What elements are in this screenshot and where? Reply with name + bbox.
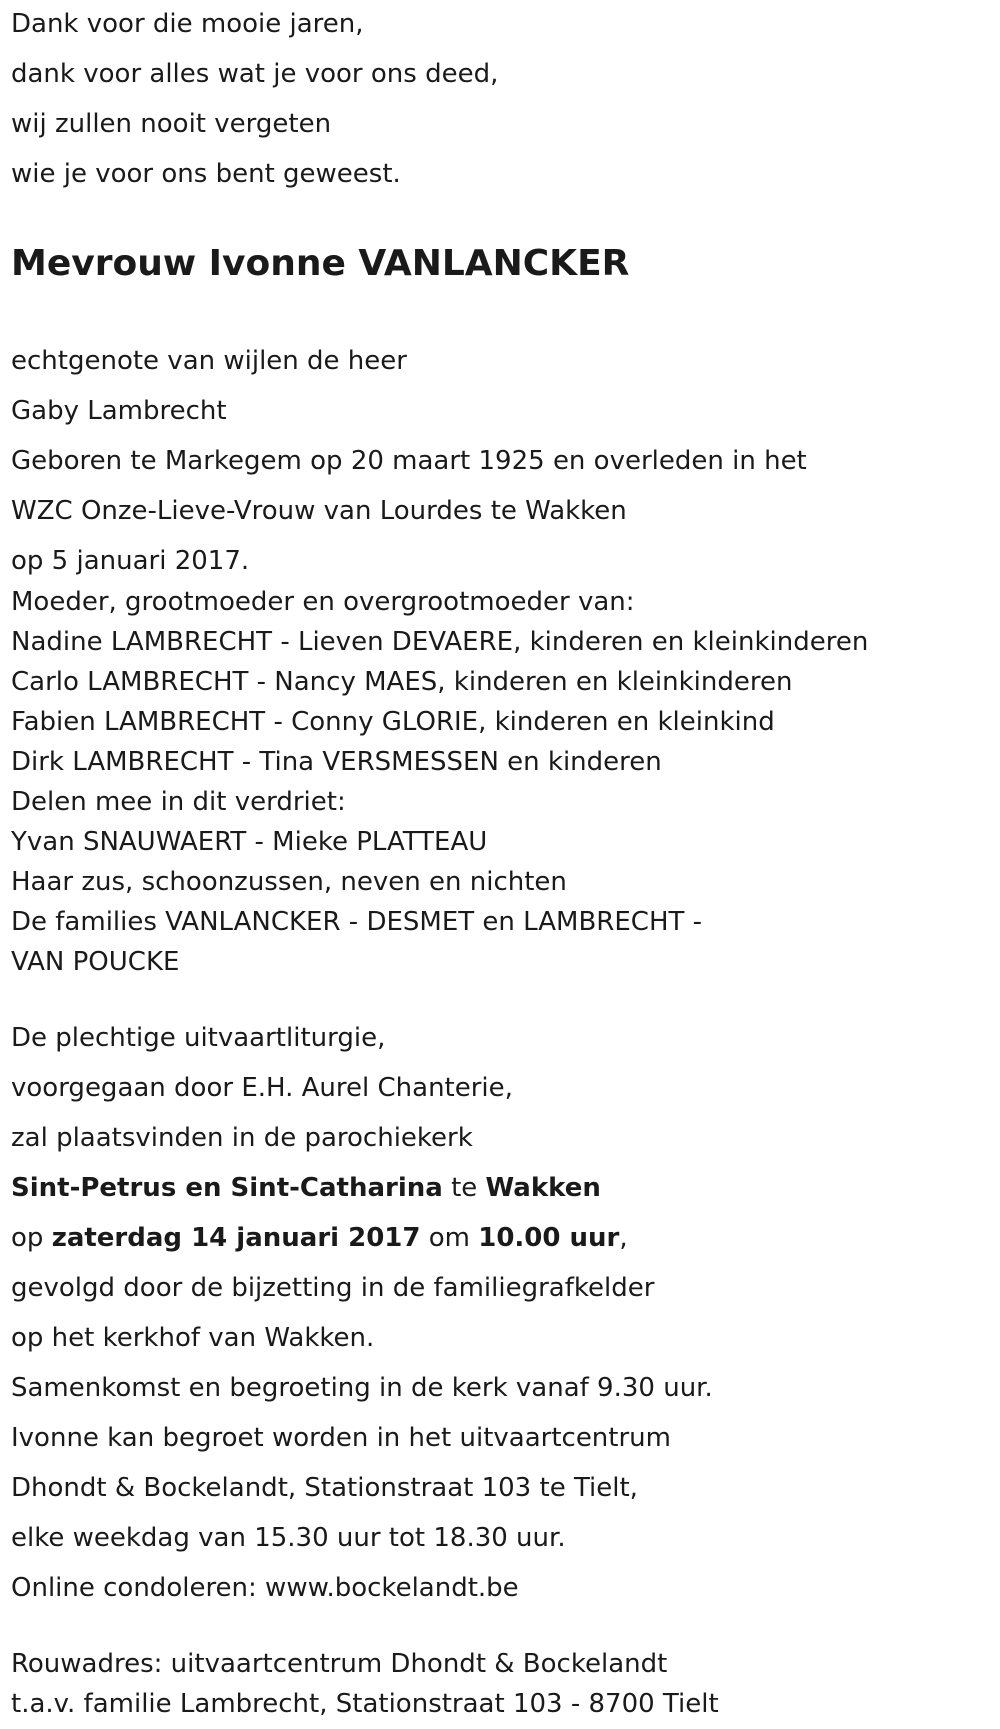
verse-line: Dank voor die mooie jaren, <box>11 9 364 39</box>
family-line: Delen mee in dit verdriet: <box>11 787 346 817</box>
date-om: om <box>420 1223 479 1253</box>
family-line: De families VANLANCKER - DESMET en LAMBRECHT - <box>11 907 703 937</box>
family-line: Carlo LAMBRECHT - Nancy MAES, kinderen en kleinkinderen <box>11 667 793 697</box>
funeral-date: zaterdag 14 januari 2017 <box>51 1223 421 1253</box>
church-te: te <box>442 1173 486 1203</box>
family-line: Moeder, grootmoeder en overgrootmoeder van: <box>11 587 635 617</box>
family-line: VAN POUCKE <box>11 947 180 977</box>
family-line: Nadine LAMBRECHT - Lieven DEVAERE, kinderen en kleinkinderen <box>11 627 869 657</box>
verse-line: wij zullen nooit vergeten <box>11 109 332 139</box>
church-name: Sint-Petrus en Sint-Catharina <box>11 1173 443 1203</box>
ceremony-line: Ivonne kan begroet worden in het uitvaartcentrum <box>11 1423 671 1453</box>
verse-line: wie je voor ons bent geweest. <box>11 159 401 189</box>
ceremony-line: zal plaatsvinden in de parochiekerk <box>11 1123 473 1153</box>
ceremony-line: Samenkomst en begroeting in de kerk vanaf 9.30 uur. <box>11 1373 713 1403</box>
funeral-time: 10.00 uur <box>478 1223 620 1253</box>
deceased-name: Mevrouw Ivonne VANLANCKER <box>11 243 630 284</box>
deceased-details <box>11 346 1000 576</box>
detail-line: WZC Onze-Lieve-Vrouw van Lourdes te Wakken <box>11 496 627 526</box>
ceremony-line: op het kerkhof van Wakken. <box>11 1323 375 1353</box>
verse-line: dank voor alles wat je voor ons deed, <box>11 59 499 89</box>
family-line: Haar zus, schoonzussen, neven en nichten <box>11 867 567 897</box>
church-line <box>11 1173 1000 1203</box>
mourning-address <box>11 1649 1000 1719</box>
ceremony-line: voorgegaan door E.H. Aurel Chanterie, <box>11 1073 513 1103</box>
ceremony-line: Dhondt & Bockelandt, Stationstraat 103 te Tielt, <box>11 1473 638 1503</box>
detail-line: Geboren te Markegem op 20 maart 1925 en overleden in het <box>11 446 807 476</box>
ceremony-line: De plechtige uitvaartliturgie, <box>11 1023 386 1053</box>
date-comma: , <box>619 1223 628 1253</box>
detail-line: echtgenote van wijlen de heer <box>11 346 407 376</box>
family-line: Yvan SNAUWAERT - Mieke PLATTEAU <box>11 827 488 857</box>
address-line: t.a.v. familie Lambrecht, Stationstraat 103 - 8700 Tielt <box>11 1689 719 1719</box>
condolence-line: Online condoleren: www.bockelandt.be <box>11 1573 519 1603</box>
family-line: Fabien LAMBRECHT - Conny GLORIE, kinderen en kleinkind <box>11 707 775 737</box>
memorial-verse <box>11 0 1000 189</box>
family-list <box>11 587 1000 977</box>
funeral-info <box>11 1023 1000 1603</box>
address-line: Rouwadres: uitvaartcentrum Dhondt & Bockelandt <box>11 1649 668 1679</box>
detail-line: op 5 januari 2017. <box>11 546 250 576</box>
ceremony-line: elke weekdag van 15.30 uur tot 18.30 uur. <box>11 1523 566 1553</box>
date-op: op <box>11 1223 52 1253</box>
ceremony-line: gevolgd door de bijzetting in de familiegrafkelder <box>11 1273 655 1303</box>
church-town: Wakken <box>485 1173 601 1203</box>
date-line <box>11 1223 1000 1253</box>
family-line: Dirk LAMBRECHT - Tina VERSMESSEN en kinderen <box>11 747 662 777</box>
detail-line: Gaby Lambrecht <box>11 396 227 426</box>
